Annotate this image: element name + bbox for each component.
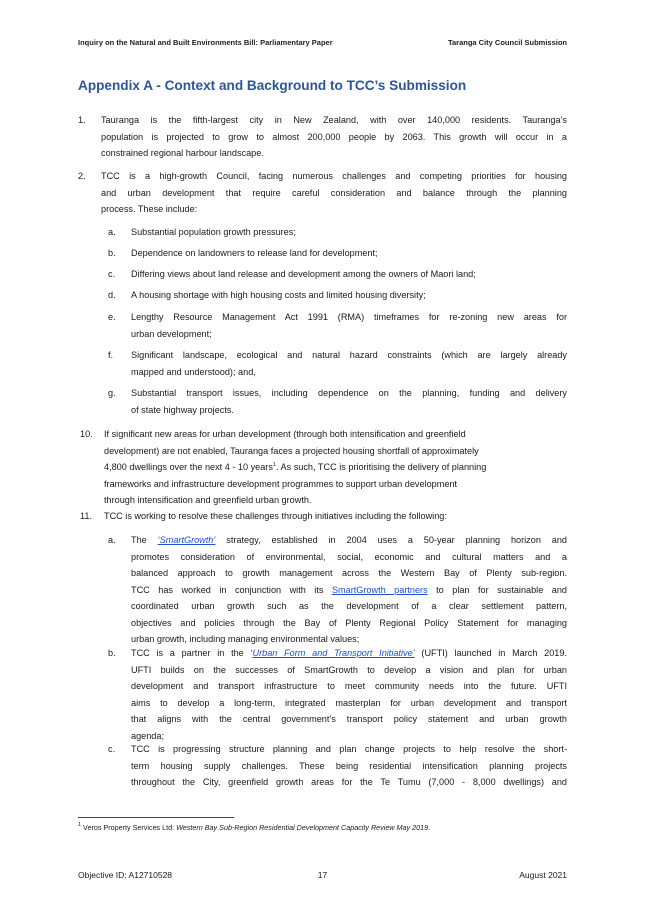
- sub-d-letter: d.: [108, 290, 116, 300]
- item-10-number: 10.: [80, 429, 93, 439]
- item-1-number: 1.: [78, 115, 86, 125]
- ufti-link[interactable]: Urban Form and Transport Initiative’: [252, 648, 415, 658]
- footer-page-number: 17: [317, 870, 328, 880]
- sub-g-text: Substantial transport issues, including dependence on the planning, funding and delivery of state highway projects.: [131, 388, 567, 415]
- item-11-text: TCC is working to resolve these challenges through initiatives including the following:: [104, 511, 447, 521]
- sub-f-text: Significant landscape, ecological and natural hazard constraints (which are largely already mapped and understood); and,: [131, 350, 567, 377]
- footnote-ref[interactable]: 1: [272, 462, 276, 468]
- sub-d-text: A housing shortage with high housing costs and limited housing diversity;: [131, 290, 426, 300]
- item-11-number: 11.: [80, 511, 93, 521]
- sub-g-letter: g.: [108, 388, 116, 398]
- item-10-text: If significant new areas for urban development (through both intensification and greenfield development) are not enabled, Tauranga faces a projected housing shortfall of approximately 4,800 dwellings over the next 4 - 10 years$^1$. As such, TCC is prioritising the delivery of planning frameworks and infrastructure development programmes to support urban development through intensification and greenfield urban growth.: [104, 429, 487, 505]
- sub11-b-letter: b.: [108, 648, 116, 658]
- sub-b-text: Dependence on landowners to release land for development;: [131, 248, 378, 258]
- sub-f-letter: f.: [108, 350, 114, 360]
- sub-c-text: Differing views about land release and development among the owners of Maori land;: [131, 269, 476, 279]
- item-2-number: 2.: [78, 171, 86, 181]
- footer-objective-id: Objective ID: A12710528: [78, 870, 173, 880]
- header-right: Taranga City Council Submission: [447, 38, 567, 47]
- sub-e-letter: e.: [108, 312, 116, 322]
- sub11-c-text: TCC is progressing structure planning and plan change projects to help resolve the short- term housing supply challenges. These being residential intensification planning projects throughout the City, greenfield growth areas for the Te Tumu (7,000 - 8,000 dwellings) and: [131, 744, 567, 787]
- sub-c-letter: c.: [108, 269, 116, 279]
- footnote: $^1$ Veros Property Services Ltd: Western Bay Sub-Region Residential Development Capacity Review May 2019.: [78, 822, 431, 832]
- sub11-a-letter: a.: [108, 535, 116, 545]
- sub-e-text: Lengthy Resource Management Act 1991 (RMA) timeframes for re-zoning new areas for urban development;: [131, 312, 567, 339]
- sub11-a-text: The ‘SmartGrowth’ strategy, established in 2004 uses a 50-year planning horizon and promotes consideration of environmental, social, economic and cultural matters and a balanced approach to growth management across the Western Bay of Plenty sub-region. TCC has worked in conjunction with its SmartGrowth partners to plan for sustainable and coordinated urban growth such as the development of a clear settlement pattern, objectives and policies through the Bay of Plenty Regional Policy Statement for managing urban growth, including managing environmental values;: [131, 535, 568, 644]
- header-left: Inquiry on the Natural and Built Environments Bill: Parliamentary Paper: [78, 38, 333, 47]
- sub-a-text: Substantial population growth pressures;: [131, 227, 296, 237]
- item-2-text: TCC is a high-growth Council, facing numerous challenges and competing priorities for housing and urban development that require careful consideration and balance through the planning process. These include:: [101, 171, 567, 214]
- page-title: Appendix A - Context and Background to TCC’s Submission: [78, 78, 467, 93]
- sub-b-letter: b.: [108, 248, 116, 258]
- item-1-text: Tauranga is the fifth-largest city in New Zealand, with over 140,000 residents. Tauranga’s population is projected to grow to almost 200,000 people by 2063. This growth will occur in a constrained regional harbour landscape.: [101, 115, 567, 158]
- smartgrowth-partners-link[interactable]: SmartGrowth partners: [331, 584, 428, 595]
- footnote-divider: [78, 817, 234, 818]
- sub-a-letter: a.: [108, 227, 116, 237]
- smartgrowth-link[interactable]: ‘SmartGrowth’: [157, 535, 216, 545]
- sub11-c-letter: c.: [108, 744, 116, 754]
- sub11-b-text: TCC is a partner in the ‘Urban Form and Transport Initiative’ (UFTI) launched in March 2019. UFTI builds on the successes of SmartGrowth to develop a vision and plan for urban development and transport infrastructure to meet community needs into the future. UFTI aims to develop a long-term, integrated masterplan for urban development and transport that aligns with the central government’s transport policy statement and urban growth agenda;: [131, 648, 567, 741]
- footer-date: August 2021: [519, 870, 567, 880]
